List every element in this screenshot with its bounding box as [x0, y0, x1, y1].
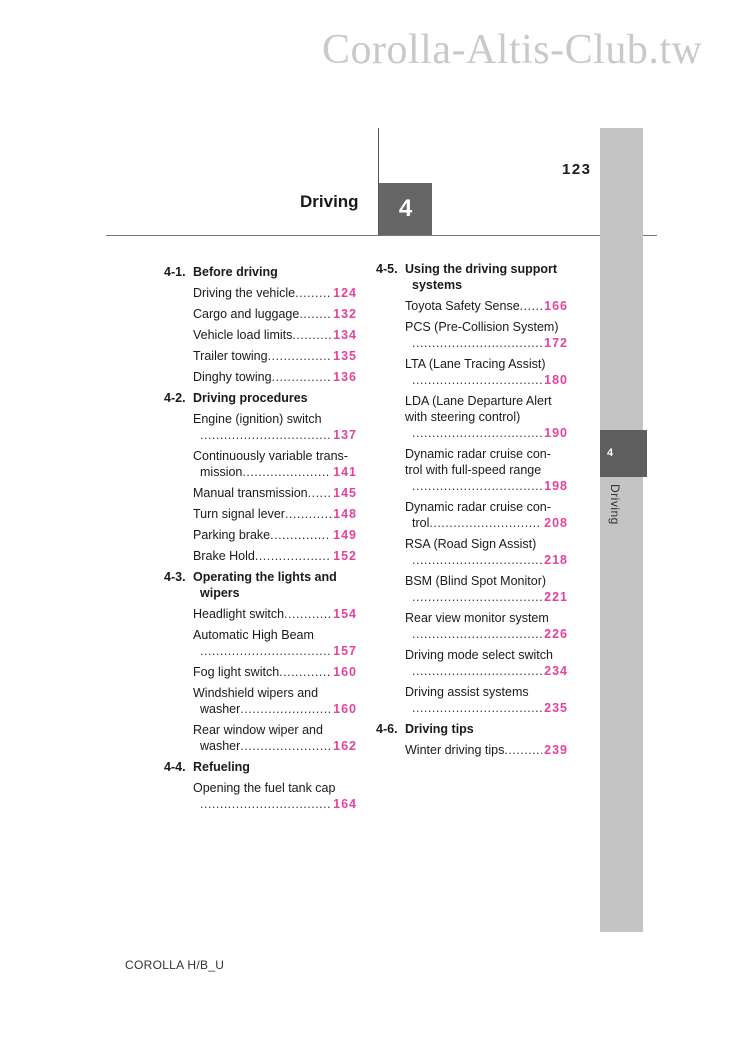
toc-entry-title-line: LTA (Lane Tracing Assist): [405, 357, 546, 371]
toc-entry-title-line: Rear window wiper and: [193, 723, 323, 737]
toc-entry-leader-line: [193, 738, 357, 754]
toc-entry[interactable]: [193, 285, 357, 301]
toc-dot-leader: [270, 527, 331, 543]
toc-entry-title-line: Trailer towing: [193, 349, 268, 363]
toc-entry-title-line: PCS (Pre-Collision System): [405, 320, 559, 334]
toc-section-title-line: Driving tips: [405, 722, 474, 736]
toc-entry-leader-line: [405, 742, 568, 758]
toc-entry[interactable]: [405, 536, 568, 568]
toc-page-number[interactable]: 218: [544, 553, 568, 567]
toc-entry[interactable]: [193, 485, 357, 501]
toc-dot-leader: [412, 552, 542, 568]
toc-entry-leader-line: [193, 643, 357, 659]
toc-section-title: [193, 264, 357, 280]
toc-entry-leader-line: [193, 285, 357, 301]
toc-entry-title-line: trol: [412, 516, 430, 530]
toc-entry-title-line: Winter driving tips: [405, 743, 505, 757]
toc-entry-title-line: Driving the vehicle: [193, 286, 296, 300]
toc-page-number[interactable]: 136: [333, 370, 357, 384]
toc-section-number: 4-2.: [164, 391, 186, 405]
toc-entry-leader-line: [193, 527, 357, 543]
side-tab-number-box: [600, 430, 647, 477]
toc-dot-leader: [308, 485, 332, 501]
toc-entry-leader-line: [405, 298, 568, 314]
toc-entry-title-line: trol with full-speed range: [405, 463, 542, 477]
toc-entry-title-line: LDA (Lane Departure Alert: [405, 394, 552, 408]
toc-dot-leader: [284, 606, 331, 622]
toc-dot-leader: [412, 700, 542, 716]
toc-dot-leader: [200, 643, 331, 659]
toc-entry[interactable]: [193, 722, 357, 754]
toc-entry-leader-line: [405, 700, 568, 716]
toc-page-number[interactable]: 135: [333, 349, 357, 363]
toc-section-title: [405, 721, 568, 737]
toc-entry-leader-line: [405, 372, 568, 388]
toc-entry-list: [164, 411, 357, 564]
toc-entry-title-line: Automatic High Beam: [193, 628, 314, 642]
toc-entry-leader-line: [405, 425, 568, 441]
toc-section-number: 4-3.: [164, 570, 186, 584]
toc-page-number[interactable]: 208: [544, 516, 568, 530]
toc-section-title-line: wipers: [200, 586, 240, 600]
toc-entry[interactable]: [193, 606, 357, 622]
toc-page-number[interactable]: 141: [333, 465, 357, 479]
toc-entry-list: [164, 606, 357, 754]
toc-section-title: [405, 261, 568, 293]
toc-section-number: 4-1.: [164, 265, 186, 279]
toc-entry-title-line: mission: [200, 465, 243, 479]
toc-dot-leader: [429, 515, 542, 531]
toc-entry[interactable]: [405, 647, 568, 679]
toc-page-number[interactable]: 180: [544, 373, 568, 387]
toc-page-number[interactable]: 148: [333, 507, 357, 521]
toc-section-heading: [376, 721, 568, 737]
toc-dot-leader: [412, 626, 542, 642]
toc-section-heading: [376, 261, 568, 293]
toc-entry-title-line: Brake Hold: [193, 549, 255, 563]
chapter-number-box: [379, 183, 432, 235]
toc-entry[interactable]: [193, 548, 357, 564]
toc-dot-leader: [412, 478, 542, 494]
toc-dot-leader: [240, 738, 331, 754]
toc-page-number[interactable]: 124: [333, 286, 357, 300]
toc-section-title-line: Operating the lights and: [193, 570, 337, 584]
toc-dot-leader: [412, 372, 542, 388]
toc-entry-title-line: Cargo and luggage: [193, 307, 300, 321]
toc-entry[interactable]: [405, 393, 568, 441]
toc-section-title: [193, 759, 357, 775]
toc-entry[interactable]: [405, 446, 568, 494]
toc-page-number[interactable]: 234: [544, 664, 568, 678]
side-tab-bar: [600, 128, 643, 932]
toc-entry[interactable]: [193, 627, 357, 659]
toc-entry-leader-line: [193, 701, 357, 717]
footer-model-code: COROLLA H/B_U: [125, 958, 225, 972]
toc-section-title-line: Before driving: [193, 265, 278, 279]
toc-entry-leader-line: [193, 348, 357, 364]
toc-dot-leader: [299, 306, 331, 322]
toc-entry-leader-line: [193, 427, 357, 443]
toc-entry-leader-line: [193, 327, 357, 343]
toc-entry-title-line: RSA (Road Sign Assist): [405, 537, 537, 551]
toc-page-number[interactable]: 132: [333, 307, 357, 321]
toc-entry-title-line: Vehicle load limits: [193, 328, 293, 342]
toc-entry-title-line: Driving mode select switch: [405, 648, 553, 662]
toc-page-number[interactable]: 152: [333, 549, 357, 563]
toc-section-title: [193, 569, 357, 601]
toc-section-title-line: Driving procedures: [193, 391, 308, 405]
toc-entry-title-line: washer: [200, 702, 241, 716]
toc-entry-list: [164, 285, 357, 385]
toc-dot-leader: [255, 548, 331, 564]
toc-entry-leader-line: [405, 552, 568, 568]
toc-dot-leader: [412, 335, 542, 351]
chapter-title: Driving: [300, 192, 359, 211]
toc-section: [164, 569, 357, 754]
watermark: Corolla-Altis-Club.tw: [322, 27, 703, 73]
toc-entry[interactable]: [193, 327, 357, 343]
toc-entry-title-line: Fog light switch: [193, 665, 280, 679]
toc-dot-leader: [295, 285, 331, 301]
toc-page-number[interactable]: 221: [544, 590, 568, 604]
toc-page-number[interactable]: 154: [333, 607, 357, 621]
toc-dot-leader: [504, 742, 542, 758]
toc-entry-title-line: Turn signal lever: [193, 507, 285, 521]
toc-section: [164, 264, 357, 385]
toc-entry-leader-line: [193, 664, 357, 680]
toc-entry-title-line: Windshield wipers and: [193, 686, 319, 700]
toc-dot-leader: [272, 369, 332, 385]
toc-entry-title-line: Rear view monitor system: [405, 611, 549, 625]
toc-entry-leader-line: [193, 464, 357, 480]
toc-section-heading: [164, 390, 357, 406]
toc-entry-title-line: Engine (ignition) switch: [193, 412, 322, 426]
toc-entry[interactable]: [193, 411, 357, 443]
toc-entry[interactable]: [405, 684, 568, 716]
toc-dot-leader: [292, 327, 331, 343]
toc-entry-title-line: Dynamic radar cruise con-: [405, 500, 551, 514]
toc-entry[interactable]: [193, 664, 357, 680]
toc-page-number[interactable]: 145: [333, 486, 357, 500]
toc-entry-list: [164, 780, 357, 812]
toc-entry-title-line: Opening the fuel tank cap: [193, 781, 336, 795]
page-number: 123: [562, 161, 592, 178]
toc-page-number[interactable]: 235: [544, 701, 568, 715]
toc-page-number[interactable]: 157: [333, 644, 357, 658]
toc-dot-leader: [200, 796, 331, 812]
toc-entry-title-line: Driving assist systems: [405, 685, 529, 699]
toc-entry[interactable]: [193, 348, 357, 364]
header-divider-horizontal: [106, 235, 657, 236]
toc-section-heading: [164, 759, 357, 775]
toc-entry[interactable]: [193, 506, 357, 522]
toc-dot-leader: [285, 506, 331, 522]
toc-entry-leader-line: [193, 369, 357, 385]
toc-section-number: 4-5.: [376, 262, 398, 276]
toc-entry[interactable]: [193, 527, 357, 543]
toc-entry-leader-line: [405, 589, 568, 605]
toc-entry-leader-line: [405, 663, 568, 679]
toc-page-number[interactable]: 190: [544, 426, 568, 440]
toc-entry-leader-line: [193, 548, 357, 564]
toc-page-number[interactable]: 239: [544, 743, 568, 757]
chapter-number: 4: [398, 195, 413, 222]
toc-dot-leader: [279, 664, 331, 680]
toc-entry-title-line: Manual transmission: [193, 486, 308, 500]
toc-entry-list: [376, 298, 568, 716]
toc-entry-leader-line: [405, 626, 568, 642]
toc-entry[interactable]: [193, 780, 357, 812]
toc-entry[interactable]: [405, 356, 568, 388]
toc-section-title-line: systems: [412, 278, 463, 292]
toc-section: [164, 759, 357, 812]
side-tab-number: 4: [607, 447, 614, 459]
toc-entry[interactable]: [193, 685, 357, 717]
toc-column-right: [376, 261, 568, 763]
toc-section-title-line: Refueling: [193, 760, 250, 774]
toc-entry[interactable]: [193, 369, 357, 385]
toc-section: [164, 390, 357, 564]
toc-page-number[interactable]: 198: [544, 479, 568, 493]
toc-dot-leader: [200, 427, 331, 443]
toc-entry-leader-line: [193, 606, 357, 622]
toc-dot-leader: [520, 298, 542, 314]
toc-entry-title-line: washer: [200, 739, 241, 753]
toc-dot-leader: [412, 663, 542, 679]
toc-page-number[interactable]: 226: [544, 627, 568, 641]
toc-entry-leader-line: [193, 796, 357, 812]
toc-dot-leader: [268, 348, 332, 364]
toc-entry[interactable]: [405, 499, 568, 531]
toc-column-left: [164, 264, 357, 817]
toc-section-heading: [164, 569, 357, 601]
toc-entry[interactable]: [405, 298, 568, 314]
toc-section-number: 4-6.: [376, 722, 398, 736]
toc-entry[interactable]: [193, 306, 357, 322]
toc-entry-leader-line: [405, 515, 568, 531]
side-tab-label: Driving: [608, 484, 622, 525]
toc-page-number[interactable]: 162: [333, 739, 357, 753]
toc-section-heading: [164, 264, 357, 280]
toc-page-number[interactable]: 149: [333, 528, 357, 542]
toc-section-title: [193, 390, 357, 406]
toc-entry-title-line: BSM (Blind Spot Monitor): [405, 574, 547, 588]
toc-entry-leader-line: [193, 306, 357, 322]
toc-page-number[interactable]: 160: [333, 702, 357, 716]
toc-dot-leader: [242, 464, 331, 480]
toc-page-number[interactable]: 164: [333, 797, 357, 811]
toc-section-title-line: Using the driving support: [405, 262, 558, 276]
toc-entry[interactable]: [193, 448, 357, 480]
toc-entry-title-line: Continuously variable trans-: [193, 449, 348, 463]
toc-entry-title-line: with steering control): [405, 410, 521, 424]
toc-entry[interactable]: [405, 319, 568, 351]
toc-entry[interactable]: [405, 742, 568, 758]
toc-entry-leader-line: [405, 478, 568, 494]
toc-page-number[interactable]: 172: [544, 336, 568, 350]
toc-dot-leader: [412, 589, 542, 605]
toc-section: [376, 721, 568, 758]
toc-section-number: 4-4.: [164, 760, 186, 774]
toc-entry-title-line: Toyota Safety Sense: [405, 299, 520, 313]
toc-entry-title-line: Headlight switch: [193, 607, 285, 621]
toc-entry-list: [376, 742, 568, 758]
toc-entry-title-line: Dynamic radar cruise con-: [405, 447, 551, 461]
toc-entry[interactable]: [405, 610, 568, 642]
toc-entry-title-line: Parking brake: [193, 528, 271, 542]
toc-dot-leader: [240, 701, 331, 717]
toc-page-number[interactable]: 137: [333, 428, 357, 442]
toc-page-number[interactable]: 166: [544, 299, 568, 313]
toc-entry-title-line: Dinghy towing: [193, 370, 272, 384]
toc-entry[interactable]: [405, 573, 568, 605]
toc-dot-leader: [412, 425, 542, 441]
toc-page-number[interactable]: 134: [333, 328, 357, 342]
toc-page-number[interactable]: 160: [333, 665, 357, 679]
toc-entry-leader-line: [405, 335, 568, 351]
toc-entry-leader-line: [193, 485, 357, 501]
toc-entry-leader-line: [193, 506, 357, 522]
toc-section: [376, 261, 568, 716]
